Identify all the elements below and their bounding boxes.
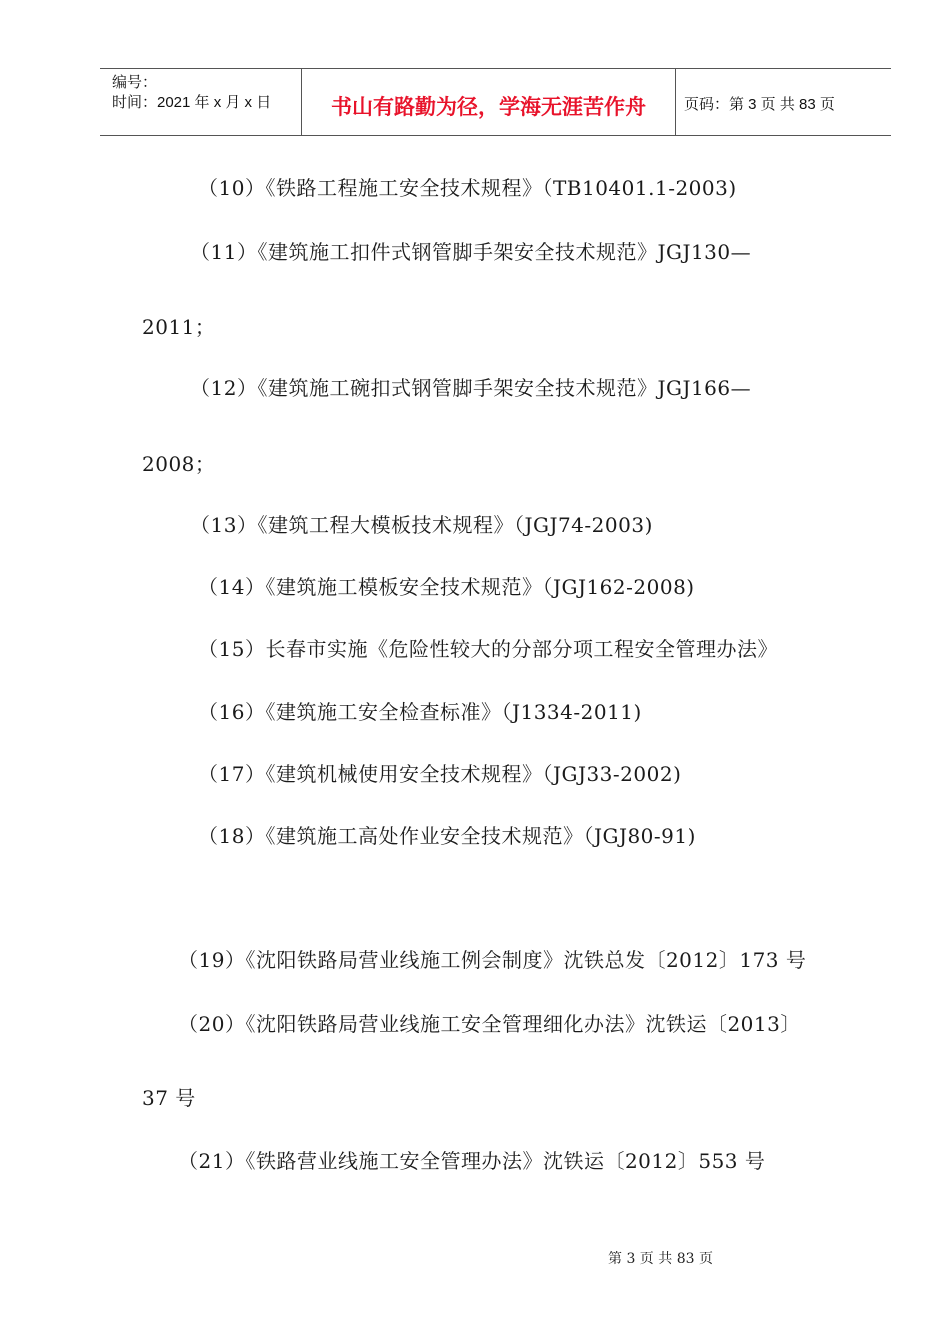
reference-item: （13）《建筑工程大模板技术规程》（JGJ74-2003) xyxy=(190,513,653,537)
document-number-label: 编号： xyxy=(112,74,158,91)
header-page-cell xyxy=(676,69,891,135)
reference-item: （15）长春市实施《危险性较大的分部分项工程安全管理办法》 xyxy=(198,637,778,661)
header-motto: 书山有路勤为径，学海无涯苦作舟 xyxy=(331,95,646,119)
header-meta-cell xyxy=(100,69,302,135)
reference-item: （14）《建筑施工模板安全技术规范》（JGJ162-2008) xyxy=(198,575,695,599)
reference-item: （11）《建筑施工扣件式钢管脚手架安全技术规范》JGJ130— xyxy=(190,240,752,264)
reference-item-continuation: 37 号 xyxy=(142,1086,196,1110)
reference-item: （19）《沈阳铁路局营业线施工例会制度》沈铁总发〔2012〕173 号 xyxy=(178,948,807,972)
reference-item: （12）《建筑施工碗扣式钢管脚手架安全技术规范》JGJ166— xyxy=(190,376,752,400)
header-page-code: 页码：第 3 页 共 83 页 xyxy=(684,95,835,113)
reference-item-continuation: 2008； xyxy=(142,452,216,476)
reference-item: （10）《铁路工程施工安全技术规程》（TB10401.1-2003) xyxy=(198,176,737,200)
page-footer: 第 3 页 共 83 页 xyxy=(608,1251,713,1267)
page-header xyxy=(100,68,891,136)
reference-item: （21）《铁路营业线施工安全管理办法》沈铁运〔2012〕553 号 xyxy=(178,1149,766,1173)
reference-item: （17）《建筑机械使用安全技术规程》（JGJ33-2002) xyxy=(198,762,682,786)
reference-item-continuation: 2011； xyxy=(142,315,216,339)
reference-item: （18）《建筑施工高处作业安全技术规范》（JGJ80-91) xyxy=(198,824,696,848)
header-motto-cell xyxy=(302,69,676,135)
reference-item: （16）《建筑施工安全检查标准》（J1334-2011) xyxy=(198,700,642,724)
document-time-label: 时间：2021 年 x 月 x 日 xyxy=(112,94,272,111)
reference-item: （20）《沈阳铁路局营业线施工安全管理细化办法》沈铁运〔2013〕 xyxy=(178,1012,801,1036)
